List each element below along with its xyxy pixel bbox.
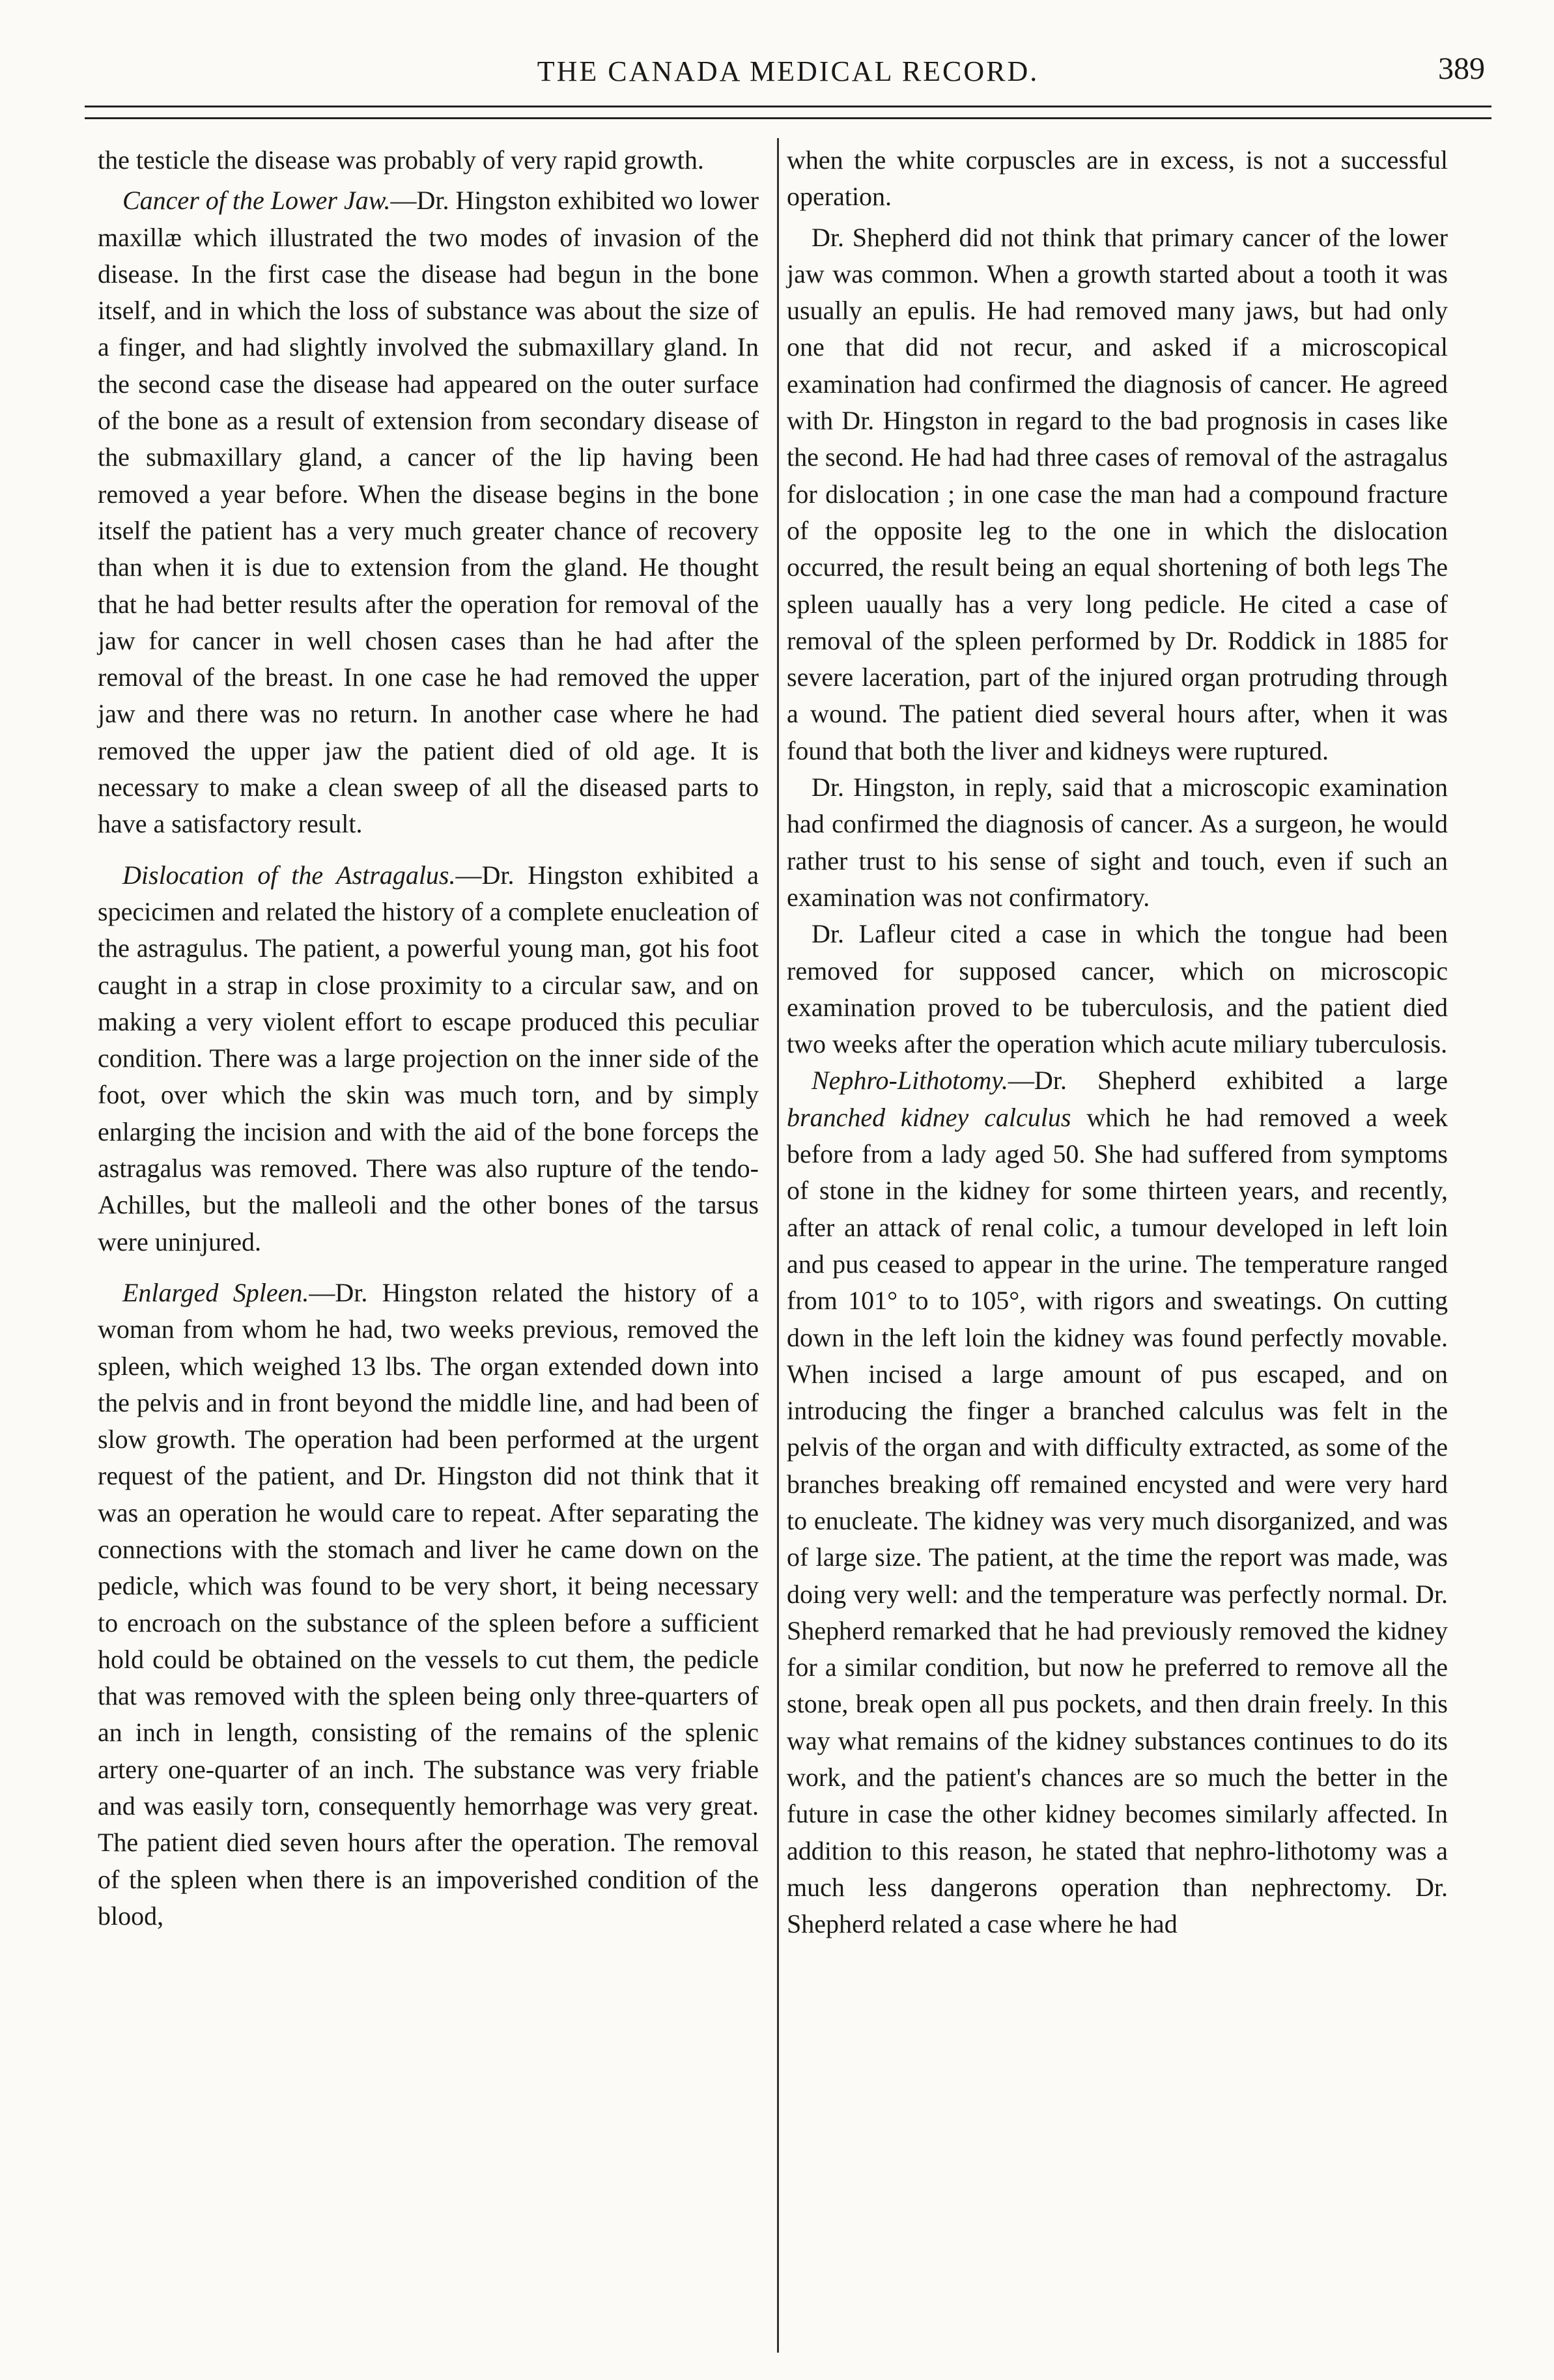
left-column — [98, 142, 759, 1934]
body-nephro-lithotomy-part1: —Dr. Shepherd exhibited a large — [1008, 1066, 1448, 1096]
paragraph-testicle-continuation: the testicle the disease was probably of very rapid growth. — [98, 145, 704, 175]
heading-cancer-lower-jaw: Cancer of the Lower Jaw. — [122, 186, 391, 216]
paragraph-lafleur-case: Dr. Lafleur cited a case in which the tongue had been removed for supposed cancer, which on microscopic examination proved to be tuberculosis, and the patient died two weeks after the operation which acute miliary tuberculosis. — [787, 919, 1448, 1059]
page-header — [91, 51, 1485, 96]
heading-dislocation-astragalus: Dislocation of the Astragalus. — [122, 860, 456, 890]
paragraph-hingston-reply: Dr. Hingston, in reply, said that a microscopic examination had confirmed the diagnosis of cancer. As a surgeon, he would rather trust to his sense of sight and touch, even if such an examination was not confirmatory. — [787, 772, 1448, 912]
emphasis-branched-kidney-calculus: branched kidney calculus — [787, 1102, 1071, 1132]
paragraph-nephro-lithotomy — [787, 1062, 1448, 1942]
heading-nephro-lithotomy: Nephro-Lithotomy. — [812, 1066, 1008, 1096]
header-rule-bottom — [85, 117, 1491, 119]
paragraph-shepherd-discussion: Dr. Shepherd did not think that primary cancer of the lower jaw was common. When a growth started about a tooth it was usually an epulis. He had removed many jaws, but had only one that did not recur, and asked if a microscopical examination had confirmed the diagnosis of cancer. He agreed with Dr. Hingston in regard to the bad prognosis in cases like the second. He had had three cases of removal of the astragalus for dislocation ; in one case the man had a compound fracture of the opposite leg to the one in which the dislocation occurred, the result being an equal shortening of both legs The spleen uaually has a very long pedicle. He cited a case of removal of the spleen performed by Dr. Roddick in 1885 for severe laceration, part of the injured organ protruding through a wound. The patient died several hours after, when it was found that both the liver and kidneys were ruptured. — [787, 222, 1448, 765]
paragraph-spleen-continuation: when the white corpuscles are in excess, is not a successful operation. — [787, 145, 1448, 212]
body-cancer-lower-jaw: —Dr. Hingston exhibited wo lower maxillæ which illustrated the two modes of invasion of the disease. In the first case the disease had begun in the bone itself, and in which the loss of substance was about the size of a finger, and had slightly involved the submaxillary gland. In the second case the disease had appeared on the outer surface of the bone as a result of extension from secondary disease of the submaxillary gland, a cancer of the lip having been removed a year before. When the disease begins in the bone itself the patient has a very much greater chance of recovery than when it is due to extension from the gland. He thought that he had better results after the operation for removal of the jaw for cancer in well chosen cases than he had after the removal of the breast. In one case he had removed the upper jaw and there was no return. In another case where he had removed the upper jaw the patient died of old age. It is necessary to make a clean sweep of all the diseased parts to have a satisfactory result. — [98, 186, 759, 839]
heading-enlarged-spleen: Enlarged Spleen. — [122, 1277, 309, 1307]
body-dislocation-astragalus: —Dr. Hingston exhibited a specicimen and related the history of a complete enucleation of the astragulus. The patient, a powerful young man, got his foot caught in a strap in close proximity to a circular saw, and on making a very violent effort to escape produced this peculiar condition. There was a large projection on the inner side of the foot, over which the skin was much torn, and by simply enlarging the incision and with the aid of the bone forceps the astragalus was removed. There was also rupture of the tendo-Achilles, but the malleoli and the other bones of the tarsus were uninjured. — [98, 860, 759, 1256]
running-title: THE CANADA MEDICAL RECORD. — [537, 55, 1039, 87]
body-enlarged-spleen: —Dr. Hingston related the history of a woman from whom he had, two weeks previous, removed the spleen, which weighed 13 lbs. The organ extended down into the pelvis and in front beyond the middle line, and had been of slow growth. The operation had been performed at the urgent request of the patient, and Dr. Hingston did not think that it was an operation he would care to repeat. After separating the connections with the stomach and liver he came down on the pedicle, which was found to be very short, it being necessary to encroach on the substance of the spleen before a sufficient hold could be obtained on the vessels to cut them, the pedicle that was removed with the spleen being only three-quarters of an inch in length, consisting of the remains of the splenic artery one-quarter of an inch. The substance was very friable and was easily torn, consequently hemorrhage was very great. The patient died seven hours after the operation. The removal of the spleen when there is an impoverished condition of the blood, — [98, 1277, 759, 1931]
paragraph-enlarged-spleen — [98, 1275, 759, 1934]
column-divider — [777, 138, 779, 2353]
header-rule-top — [85, 106, 1491, 107]
body-nephro-lithotomy-part2: which he had removed a week before from a lady aged 50. She had suffered from symptoms of stone in the kidney for some thirteen years, and recently, after an attack of renal colic, a tumour developed in left loin and pus ceased to appear in the urine. The temperature ranged from 101° to to 105°, with rigors and sweatings. On cutting down in the left loin the kidney was found perfectly movable. When incised a large amount of pus escaped, and on introducing the finger a branched calculus was felt in the pelvis of the organ and with difficulty extracted, as some of the branches breaking off remained encysted and were very hard to enucleate. The kidney was very much disorganized, and was of large size. The patient, at the time the report was made, was doing very well: and the temperature was perfectly normal. Dr. Shepherd remarked that he had previously removed the kidney for a similar condition, but now he preferred to remove all the stone, break open all pus pockets, and then drain freely. In this way what remains of the kidney substances continues to do its work, and the patient's chances are so much the better in the future in case the other kidney becomes similarly affected. In addition to this reason, he stated that nephro-lithotomy was a much less dangerons operation than nephrectomy. Dr. Shepherd related a case where he had — [787, 1102, 1448, 1939]
page-number: 389 — [1438, 51, 1485, 86]
right-column — [787, 142, 1448, 1943]
paragraph-dislocation-astragalus — [98, 857, 759, 1260]
paragraph-cancer-lower-jaw — [98, 182, 759, 842]
